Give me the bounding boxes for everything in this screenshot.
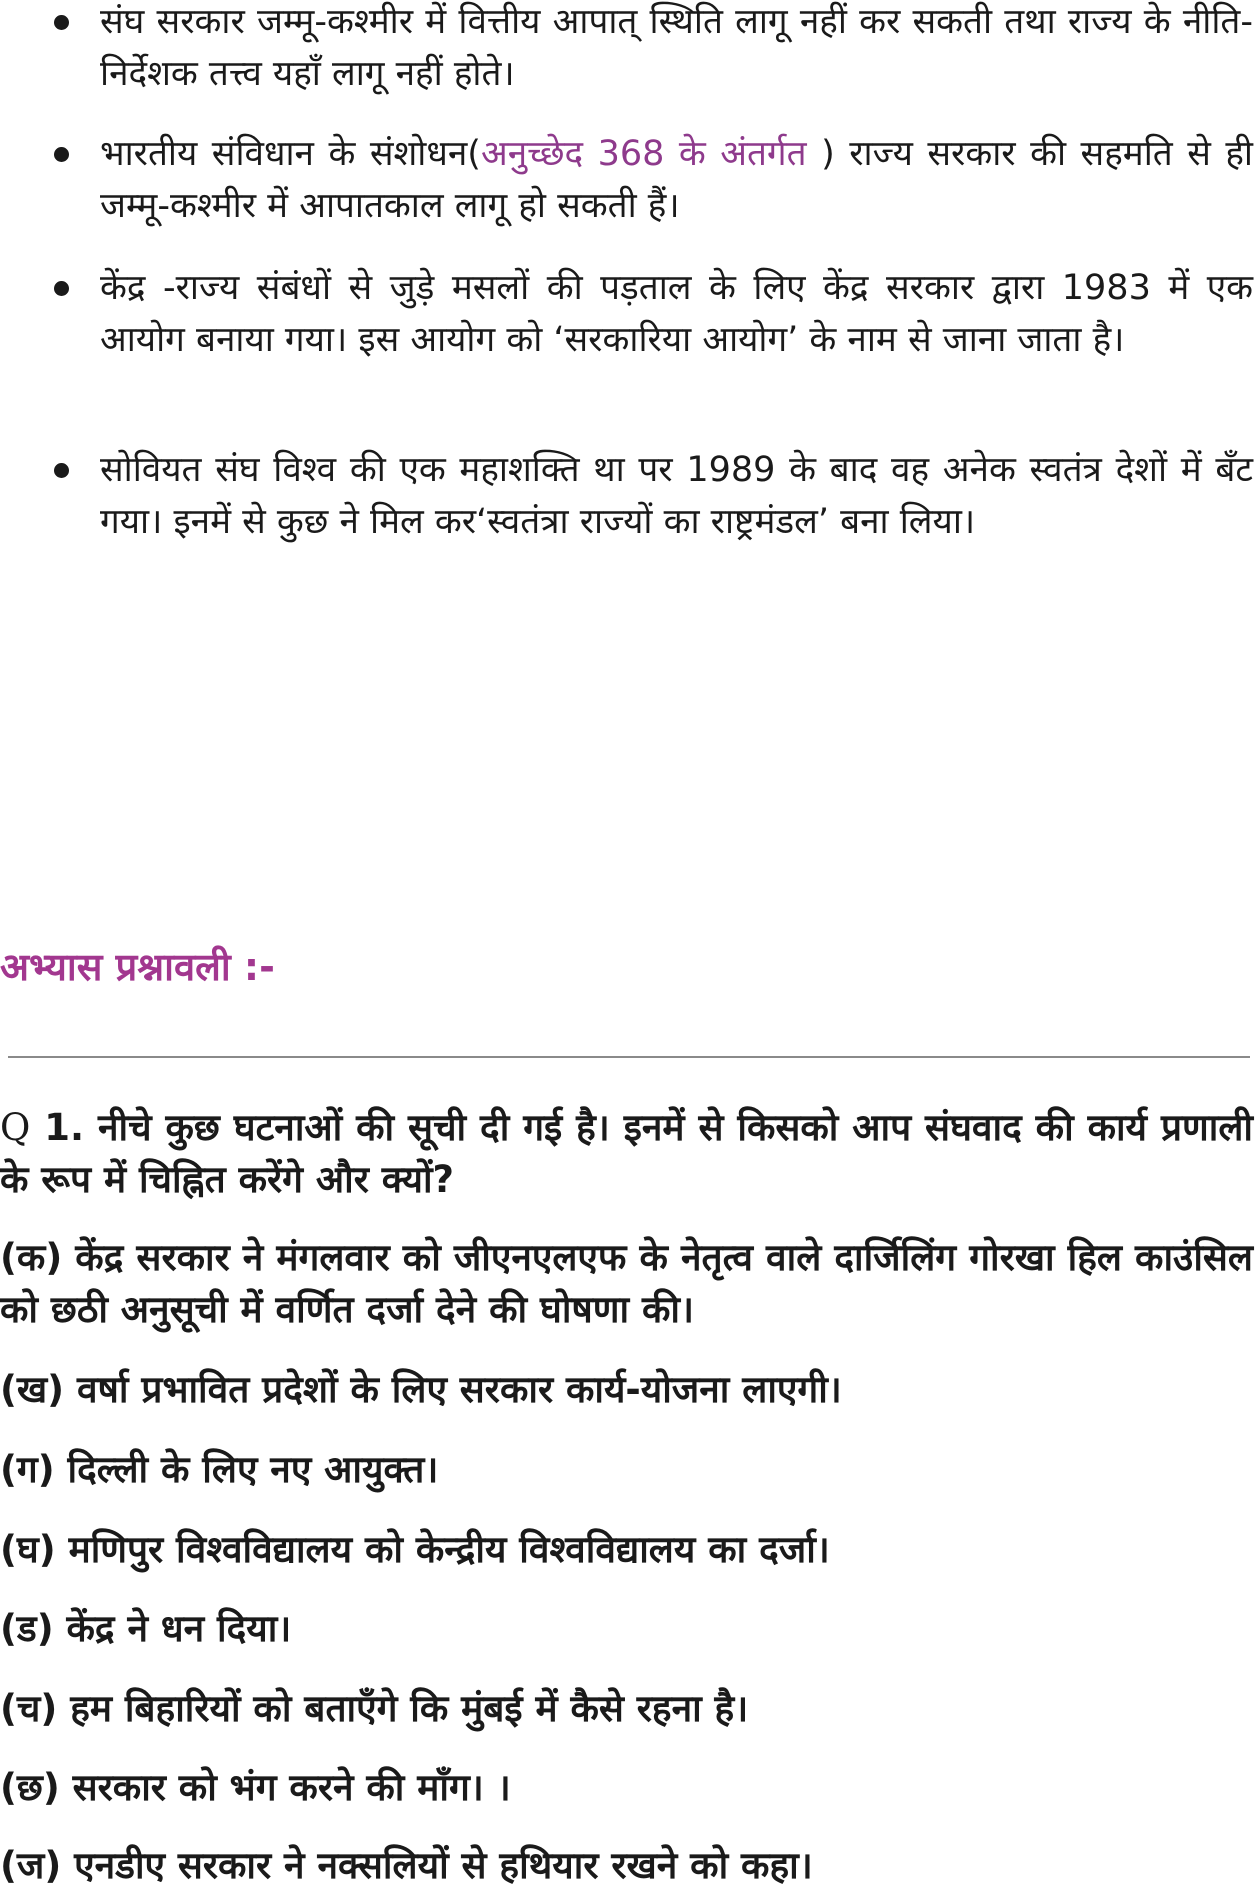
- bullet-item: [0, 444, 1257, 548]
- option-gha: (घ) मणिपुर विश्वविद्यालय को केन्द्रीय विश्वविद्यालय का दर्जा।: [0, 1528, 830, 1571]
- option-cha: (च) हम बिहारियों को बताएँगे कि मुंबई में कैसे रहना है।: [0, 1687, 749, 1730]
- bullet-text: केंद्र -राज्य संबंधों से जुड़े मसलों की पड़ताल के लिए केंद्र सरकार द्वारा 1983 में एक आयोग बनाया गया। इस आयोग को ‘सरकारिया आयोग’ के नाम से जाना जाता है।: [100, 268, 1253, 360]
- option-da: (ड) केंद्र ने धन दिया।: [0, 1607, 292, 1650]
- bullet-dot-icon: [54, 147, 69, 162]
- question-text: 1. नीचे कुछ घटनाओं की सूची दी गई है। इनमें से किसको आप संघवाद की कार्य प्रणाली के रूप में चिह्नित करेंगे और क्यों?: [0, 1106, 1253, 1201]
- option-ka: (क) केंद्र सरकार ने मंगलवार को जीएनएलएफ के नेतृत्व वाले दार्जिलिंग गोरखा हिल काउंसिल को छठी अनुसूची में वर्णित दर्जा देने की घोषणा की।: [0, 1236, 1253, 1331]
- bullet-item: [0, 128, 1257, 232]
- bullet-text: संघ सरकार जम्मू-कश्मीर में वित्तीय आपात् स्थिति लागू नहीं कर सकती तथा राज्य के नीति-निर्देशक तत्त्व यहाँ लागू नहीं होते।: [100, 2, 1253, 94]
- bullet-text: सोवियत संघ विश्व की एक महाशक्ति था पर 1989 के बाद वह अनेक स्वतंत्र देशों में बँट गया। इनमें से कुछ ने मिल कर‘स्वतंत्रा राज्यों का राष्ट्रमंडल’ बना लिया।: [100, 450, 1253, 542]
- bullet-text-before: भारतीय संविधान के संशोधन(: [100, 134, 481, 174]
- question-prefix: Q: [0, 1106, 31, 1149]
- bullet-dot-icon: [54, 15, 69, 30]
- section-title: अभ्यास प्रश्नावली :-: [0, 945, 275, 989]
- bullet-dot-icon: [54, 281, 69, 296]
- bullet-dot-icon: [54, 463, 69, 478]
- bullet-item: [0, 0, 1257, 100]
- option-ga: (ग) दिल्ली के लिए नए आयुक्त।: [0, 1448, 439, 1491]
- bullet-item: [0, 262, 1257, 366]
- question-1: [0, 1102, 1253, 1206]
- option-ja: (ज) एनडीए सरकार ने नक्सलियों से हथियार रखने को कहा।: [0, 1844, 813, 1887]
- article-368-highlight: अनुच्छेद 368 के अंतर्गत: [480, 134, 807, 174]
- divider: [8, 1056, 1250, 1058]
- bullet-text-after: ) राज्य सरकार की सहमति से ही जम्मू-कश्मीर में आपातकाल लागू हो सकती हैं।: [100, 134, 1253, 226]
- option-kha: (ख) वर्षा प्रभावित प्रदेशों के लिए सरकार कार्य-योजना लाएगी।: [0, 1368, 842, 1411]
- option-chha: (छ) सरकार को भंग करने की माँग। ।: [0, 1766, 511, 1809]
